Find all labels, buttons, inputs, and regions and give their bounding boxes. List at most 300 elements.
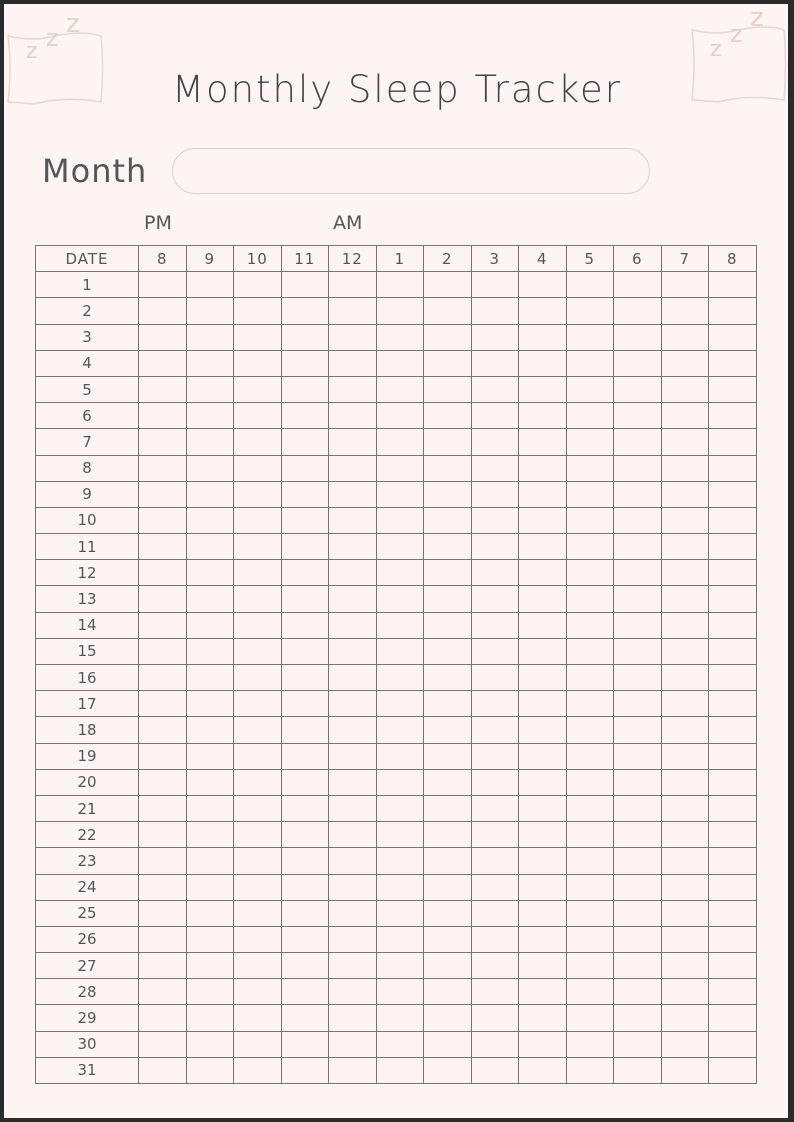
sleep-cell[interactable] xyxy=(234,272,282,298)
sleep-cell[interactable] xyxy=(519,795,567,821)
sleep-cell[interactable] xyxy=(661,507,709,533)
sleep-cell[interactable] xyxy=(281,795,329,821)
sleep-cell[interactable] xyxy=(566,403,614,429)
sleep-cell[interactable] xyxy=(234,1005,282,1031)
sleep-cell[interactable] xyxy=(661,350,709,376)
sleep-cell[interactable] xyxy=(709,926,757,952)
sleep-cell[interactable] xyxy=(709,665,757,691)
sleep-cell[interactable] xyxy=(329,586,377,612)
sleep-cell[interactable] xyxy=(186,1031,234,1057)
sleep-cell[interactable] xyxy=(566,481,614,507)
sleep-cell[interactable] xyxy=(139,272,187,298)
sleep-cell[interactable] xyxy=(661,586,709,612)
sleep-cell[interactable] xyxy=(709,455,757,481)
sleep-cell[interactable] xyxy=(139,848,187,874)
sleep-cell[interactable] xyxy=(471,507,519,533)
sleep-cell[interactable] xyxy=(661,795,709,821)
sleep-cell[interactable] xyxy=(234,900,282,926)
sleep-cell[interactable] xyxy=(139,376,187,402)
sleep-cell[interactable] xyxy=(186,586,234,612)
sleep-cell[interactable] xyxy=(186,1057,234,1083)
sleep-cell[interactable] xyxy=(234,298,282,324)
sleep-cell[interactable] xyxy=(329,900,377,926)
sleep-cell[interactable] xyxy=(566,272,614,298)
sleep-cell[interactable] xyxy=(234,429,282,455)
sleep-cell[interactable] xyxy=(614,769,662,795)
sleep-cell[interactable] xyxy=(234,612,282,638)
sleep-cell[interactable] xyxy=(614,979,662,1005)
sleep-cell[interactable] xyxy=(186,560,234,586)
sleep-cell[interactable] xyxy=(139,429,187,455)
sleep-cell[interactable] xyxy=(234,534,282,560)
sleep-cell[interactable] xyxy=(519,507,567,533)
sleep-cell[interactable] xyxy=(329,874,377,900)
sleep-cell[interactable] xyxy=(139,874,187,900)
sleep-cell[interactable] xyxy=(661,560,709,586)
sleep-cell[interactable] xyxy=(614,507,662,533)
sleep-cell[interactable] xyxy=(139,953,187,979)
sleep-cell[interactable] xyxy=(566,717,614,743)
sleep-cell[interactable] xyxy=(424,638,472,664)
sleep-cell[interactable] xyxy=(329,822,377,848)
sleep-cell[interactable] xyxy=(661,638,709,664)
sleep-cell[interactable] xyxy=(566,1057,614,1083)
sleep-cell[interactable] xyxy=(709,769,757,795)
sleep-cell[interactable] xyxy=(614,272,662,298)
sleep-cell[interactable] xyxy=(661,848,709,874)
sleep-cell[interactable] xyxy=(519,953,567,979)
sleep-cell[interactable] xyxy=(614,324,662,350)
sleep-cell[interactable] xyxy=(471,586,519,612)
sleep-cell[interactable] xyxy=(139,979,187,1005)
sleep-cell[interactable] xyxy=(709,953,757,979)
sleep-cell[interactable] xyxy=(186,298,234,324)
sleep-cell[interactable] xyxy=(661,926,709,952)
sleep-cell[interactable] xyxy=(424,665,472,691)
sleep-cell[interactable] xyxy=(376,403,424,429)
sleep-cell[interactable] xyxy=(186,534,234,560)
sleep-cell[interactable] xyxy=(234,979,282,1005)
sleep-cell[interactable] xyxy=(234,691,282,717)
sleep-cell[interactable] xyxy=(329,350,377,376)
sleep-cell[interactable] xyxy=(709,507,757,533)
sleep-cell[interactable] xyxy=(234,481,282,507)
sleep-cell[interactable] xyxy=(471,822,519,848)
sleep-cell[interactable] xyxy=(614,586,662,612)
sleep-cell[interactable] xyxy=(519,717,567,743)
sleep-cell[interactable] xyxy=(376,926,424,952)
sleep-cell[interactable] xyxy=(139,1031,187,1057)
sleep-cell[interactable] xyxy=(471,743,519,769)
sleep-cell[interactable] xyxy=(281,953,329,979)
sleep-cell[interactable] xyxy=(281,874,329,900)
sleep-cell[interactable] xyxy=(329,376,377,402)
sleep-cell[interactable] xyxy=(281,769,329,795)
sleep-cell[interactable] xyxy=(471,848,519,874)
sleep-cell[interactable] xyxy=(186,324,234,350)
sleep-cell[interactable] xyxy=(661,1031,709,1057)
sleep-cell[interactable] xyxy=(186,926,234,952)
sleep-cell[interactable] xyxy=(519,848,567,874)
sleep-cell[interactable] xyxy=(471,900,519,926)
sleep-cell[interactable] xyxy=(186,874,234,900)
sleep-cell[interactable] xyxy=(709,350,757,376)
sleep-cell[interactable] xyxy=(186,507,234,533)
sleep-cell[interactable] xyxy=(661,900,709,926)
sleep-cell[interactable] xyxy=(186,665,234,691)
sleep-cell[interactable] xyxy=(519,665,567,691)
sleep-cell[interactable] xyxy=(234,743,282,769)
sleep-cell[interactable] xyxy=(281,743,329,769)
sleep-cell[interactable] xyxy=(661,743,709,769)
sleep-cell[interactable] xyxy=(329,455,377,481)
sleep-cell[interactable] xyxy=(519,324,567,350)
sleep-cell[interactable] xyxy=(424,560,472,586)
sleep-cell[interactable] xyxy=(709,979,757,1005)
sleep-cell[interactable] xyxy=(614,665,662,691)
sleep-cell[interactable] xyxy=(281,534,329,560)
sleep-cell[interactable] xyxy=(234,717,282,743)
sleep-cell[interactable] xyxy=(519,1031,567,1057)
sleep-cell[interactable] xyxy=(709,691,757,717)
sleep-cell[interactable] xyxy=(329,272,377,298)
sleep-cell[interactable] xyxy=(519,298,567,324)
sleep-cell[interactable] xyxy=(614,534,662,560)
sleep-cell[interactable] xyxy=(376,795,424,821)
sleep-cell[interactable] xyxy=(566,874,614,900)
sleep-cell[interactable] xyxy=(139,403,187,429)
sleep-cell[interactable] xyxy=(566,376,614,402)
sleep-cell[interactable] xyxy=(281,822,329,848)
sleep-cell[interactable] xyxy=(234,560,282,586)
sleep-cell[interactable] xyxy=(566,795,614,821)
sleep-cell[interactable] xyxy=(234,665,282,691)
sleep-cell[interactable] xyxy=(424,769,472,795)
sleep-cell[interactable] xyxy=(661,1005,709,1031)
sleep-cell[interactable] xyxy=(519,743,567,769)
sleep-cell[interactable] xyxy=(376,900,424,926)
sleep-cell[interactable] xyxy=(661,324,709,350)
sleep-cell[interactable] xyxy=(424,350,472,376)
sleep-cell[interactable] xyxy=(139,560,187,586)
sleep-cell[interactable] xyxy=(186,455,234,481)
sleep-cell[interactable] xyxy=(709,481,757,507)
sleep-cell[interactable] xyxy=(376,691,424,717)
sleep-cell[interactable] xyxy=(281,665,329,691)
sleep-cell[interactable] xyxy=(471,926,519,952)
sleep-cell[interactable] xyxy=(281,586,329,612)
sleep-cell[interactable] xyxy=(471,769,519,795)
sleep-cell[interactable] xyxy=(471,717,519,743)
sleep-cell[interactable] xyxy=(519,769,567,795)
sleep-cell[interactable] xyxy=(566,1005,614,1031)
sleep-cell[interactable] xyxy=(281,691,329,717)
sleep-cell[interactable] xyxy=(471,376,519,402)
sleep-cell[interactable] xyxy=(471,1057,519,1083)
sleep-cell[interactable] xyxy=(139,534,187,560)
sleep-cell[interactable] xyxy=(614,638,662,664)
sleep-cell[interactable] xyxy=(614,403,662,429)
sleep-cell[interactable] xyxy=(186,822,234,848)
sleep-cell[interactable] xyxy=(139,350,187,376)
sleep-cell[interactable] xyxy=(519,979,567,1005)
sleep-cell[interactable] xyxy=(566,586,614,612)
sleep-cell[interactable] xyxy=(139,926,187,952)
sleep-cell[interactable] xyxy=(566,665,614,691)
sleep-cell[interactable] xyxy=(519,822,567,848)
sleep-cell[interactable] xyxy=(661,769,709,795)
sleep-cell[interactable] xyxy=(376,717,424,743)
sleep-cell[interactable] xyxy=(614,900,662,926)
sleep-cell[interactable] xyxy=(709,874,757,900)
sleep-cell[interactable] xyxy=(614,691,662,717)
sleep-cell[interactable] xyxy=(709,1057,757,1083)
sleep-cell[interactable] xyxy=(139,298,187,324)
sleep-cell[interactable] xyxy=(234,769,282,795)
sleep-cell[interactable] xyxy=(471,560,519,586)
sleep-cell[interactable] xyxy=(519,612,567,638)
sleep-cell[interactable] xyxy=(519,376,567,402)
sleep-cell[interactable] xyxy=(424,953,472,979)
sleep-cell[interactable] xyxy=(186,376,234,402)
sleep-cell[interactable] xyxy=(329,953,377,979)
sleep-cell[interactable] xyxy=(424,429,472,455)
sleep-cell[interactable] xyxy=(424,1005,472,1031)
sleep-cell[interactable] xyxy=(566,612,614,638)
sleep-cell[interactable] xyxy=(709,743,757,769)
sleep-cell[interactable] xyxy=(234,1031,282,1057)
sleep-cell[interactable] xyxy=(424,874,472,900)
sleep-cell[interactable] xyxy=(376,638,424,664)
sleep-cell[interactable] xyxy=(519,638,567,664)
sleep-cell[interactable] xyxy=(424,900,472,926)
sleep-cell[interactable] xyxy=(661,481,709,507)
sleep-cell[interactable] xyxy=(376,507,424,533)
sleep-cell[interactable] xyxy=(566,926,614,952)
sleep-cell[interactable] xyxy=(376,874,424,900)
sleep-cell[interactable] xyxy=(281,298,329,324)
sleep-cell[interactable] xyxy=(424,455,472,481)
sleep-cell[interactable] xyxy=(424,848,472,874)
sleep-cell[interactable] xyxy=(376,586,424,612)
sleep-cell[interactable] xyxy=(424,612,472,638)
sleep-cell[interactable] xyxy=(519,691,567,717)
sleep-cell[interactable] xyxy=(376,324,424,350)
sleep-cell[interactable] xyxy=(186,979,234,1005)
sleep-cell[interactable] xyxy=(281,1031,329,1057)
sleep-cell[interactable] xyxy=(614,874,662,900)
sleep-cell[interactable] xyxy=(329,324,377,350)
sleep-cell[interactable] xyxy=(186,717,234,743)
sleep-cell[interactable] xyxy=(329,665,377,691)
sleep-cell[interactable] xyxy=(281,455,329,481)
sleep-cell[interactable] xyxy=(329,534,377,560)
sleep-cell[interactable] xyxy=(614,612,662,638)
sleep-cell[interactable] xyxy=(329,560,377,586)
sleep-cell[interactable] xyxy=(376,298,424,324)
sleep-cell[interactable] xyxy=(329,795,377,821)
sleep-cell[interactable] xyxy=(376,665,424,691)
sleep-cell[interactable] xyxy=(471,979,519,1005)
sleep-cell[interactable] xyxy=(329,1057,377,1083)
sleep-cell[interactable] xyxy=(329,507,377,533)
sleep-cell[interactable] xyxy=(566,638,614,664)
sleep-cell[interactable] xyxy=(424,534,472,560)
sleep-cell[interactable] xyxy=(471,403,519,429)
sleep-cell[interactable] xyxy=(519,874,567,900)
sleep-cell[interactable] xyxy=(661,298,709,324)
sleep-cell[interactable] xyxy=(281,429,329,455)
sleep-cell[interactable] xyxy=(566,298,614,324)
sleep-cell[interactable] xyxy=(376,429,424,455)
sleep-cell[interactable] xyxy=(376,743,424,769)
sleep-cell[interactable] xyxy=(329,979,377,1005)
sleep-cell[interactable] xyxy=(709,1005,757,1031)
sleep-cell[interactable] xyxy=(329,1005,377,1031)
sleep-cell[interactable] xyxy=(709,900,757,926)
sleep-cell[interactable] xyxy=(519,1005,567,1031)
sleep-cell[interactable] xyxy=(281,507,329,533)
sleep-cell[interactable] xyxy=(661,822,709,848)
sleep-cell[interactable] xyxy=(139,1057,187,1083)
sleep-cell[interactable] xyxy=(139,586,187,612)
sleep-cell[interactable] xyxy=(376,350,424,376)
sleep-cell[interactable] xyxy=(281,272,329,298)
sleep-cell[interactable] xyxy=(519,586,567,612)
sleep-cell[interactable] xyxy=(661,612,709,638)
sleep-cell[interactable] xyxy=(234,507,282,533)
sleep-cell[interactable] xyxy=(234,403,282,429)
sleep-cell[interactable] xyxy=(376,848,424,874)
sleep-cell[interactable] xyxy=(519,900,567,926)
sleep-cell[interactable] xyxy=(281,403,329,429)
sleep-cell[interactable] xyxy=(471,324,519,350)
sleep-cell[interactable] xyxy=(614,1057,662,1083)
sleep-cell[interactable] xyxy=(566,979,614,1005)
sleep-cell[interactable] xyxy=(614,953,662,979)
sleep-cell[interactable] xyxy=(424,1031,472,1057)
sleep-cell[interactable] xyxy=(329,612,377,638)
sleep-cell[interactable] xyxy=(471,481,519,507)
sleep-cell[interactable] xyxy=(566,848,614,874)
sleep-cell[interactable] xyxy=(566,900,614,926)
sleep-cell[interactable] xyxy=(281,717,329,743)
sleep-cell[interactable] xyxy=(566,822,614,848)
sleep-cell[interactable] xyxy=(281,638,329,664)
sleep-cell[interactable] xyxy=(281,1005,329,1031)
sleep-cell[interactable] xyxy=(329,429,377,455)
sleep-cell[interactable] xyxy=(519,560,567,586)
sleep-cell[interactable] xyxy=(281,900,329,926)
sleep-cell[interactable] xyxy=(281,848,329,874)
sleep-cell[interactable] xyxy=(709,717,757,743)
sleep-cell[interactable] xyxy=(519,403,567,429)
sleep-cell[interactable] xyxy=(139,481,187,507)
sleep-cell[interactable] xyxy=(709,638,757,664)
sleep-cell[interactable] xyxy=(281,481,329,507)
sleep-cell[interactable] xyxy=(281,926,329,952)
sleep-cell[interactable] xyxy=(186,638,234,664)
sleep-cell[interactable] xyxy=(566,350,614,376)
sleep-cell[interactable] xyxy=(424,743,472,769)
sleep-cell[interactable] xyxy=(424,1057,472,1083)
sleep-cell[interactable] xyxy=(186,900,234,926)
sleep-cell[interactable] xyxy=(329,743,377,769)
sleep-cell[interactable] xyxy=(329,481,377,507)
sleep-cell[interactable] xyxy=(471,612,519,638)
sleep-cell[interactable] xyxy=(424,481,472,507)
sleep-cell[interactable] xyxy=(424,691,472,717)
sleep-cell[interactable] xyxy=(234,822,282,848)
sleep-cell[interactable] xyxy=(234,926,282,952)
sleep-cell[interactable] xyxy=(281,560,329,586)
sleep-cell[interactable] xyxy=(281,979,329,1005)
sleep-cell[interactable] xyxy=(376,534,424,560)
sleep-cell[interactable] xyxy=(234,874,282,900)
sleep-cell[interactable] xyxy=(376,560,424,586)
sleep-cell[interactable] xyxy=(424,822,472,848)
sleep-cell[interactable] xyxy=(424,507,472,533)
sleep-cell[interactable] xyxy=(709,534,757,560)
sleep-cell[interactable] xyxy=(424,926,472,952)
sleep-cell[interactable] xyxy=(661,979,709,1005)
sleep-cell[interactable] xyxy=(186,403,234,429)
sleep-cell[interactable] xyxy=(139,717,187,743)
sleep-cell[interactable] xyxy=(661,429,709,455)
sleep-cell[interactable] xyxy=(139,1005,187,1031)
sleep-cell[interactable] xyxy=(329,717,377,743)
sleep-cell[interactable] xyxy=(281,612,329,638)
sleep-cell[interactable] xyxy=(329,638,377,664)
sleep-cell[interactable] xyxy=(709,429,757,455)
sleep-cell[interactable] xyxy=(186,691,234,717)
sleep-cell[interactable] xyxy=(471,1005,519,1031)
sleep-cell[interactable] xyxy=(471,795,519,821)
sleep-cell[interactable] xyxy=(661,403,709,429)
sleep-cell[interactable] xyxy=(519,1057,567,1083)
sleep-cell[interactable] xyxy=(139,822,187,848)
sleep-cell[interactable] xyxy=(709,822,757,848)
sleep-cell[interactable] xyxy=(234,848,282,874)
sleep-cell[interactable] xyxy=(566,507,614,533)
sleep-cell[interactable] xyxy=(424,272,472,298)
sleep-cell[interactable] xyxy=(376,272,424,298)
sleep-cell[interactable] xyxy=(424,586,472,612)
sleep-cell[interactable] xyxy=(566,534,614,560)
sleep-cell[interactable] xyxy=(186,848,234,874)
sleep-cell[interactable] xyxy=(376,612,424,638)
sleep-cell[interactable] xyxy=(709,403,757,429)
sleep-cell[interactable] xyxy=(709,612,757,638)
sleep-cell[interactable] xyxy=(471,534,519,560)
sleep-cell[interactable] xyxy=(709,376,757,402)
sleep-cell[interactable] xyxy=(329,769,377,795)
sleep-cell[interactable] xyxy=(234,350,282,376)
sleep-cell[interactable] xyxy=(471,455,519,481)
sleep-cell[interactable] xyxy=(471,272,519,298)
sleep-cell[interactable] xyxy=(376,1031,424,1057)
sleep-cell[interactable] xyxy=(329,926,377,952)
sleep-cell[interactable] xyxy=(376,769,424,795)
sleep-cell[interactable] xyxy=(614,560,662,586)
sleep-cell[interactable] xyxy=(424,376,472,402)
sleep-cell[interactable] xyxy=(329,403,377,429)
sleep-cell[interactable] xyxy=(519,534,567,560)
sleep-cell[interactable] xyxy=(566,769,614,795)
sleep-cell[interactable] xyxy=(566,953,614,979)
sleep-cell[interactable] xyxy=(709,1031,757,1057)
sleep-cell[interactable] xyxy=(471,350,519,376)
